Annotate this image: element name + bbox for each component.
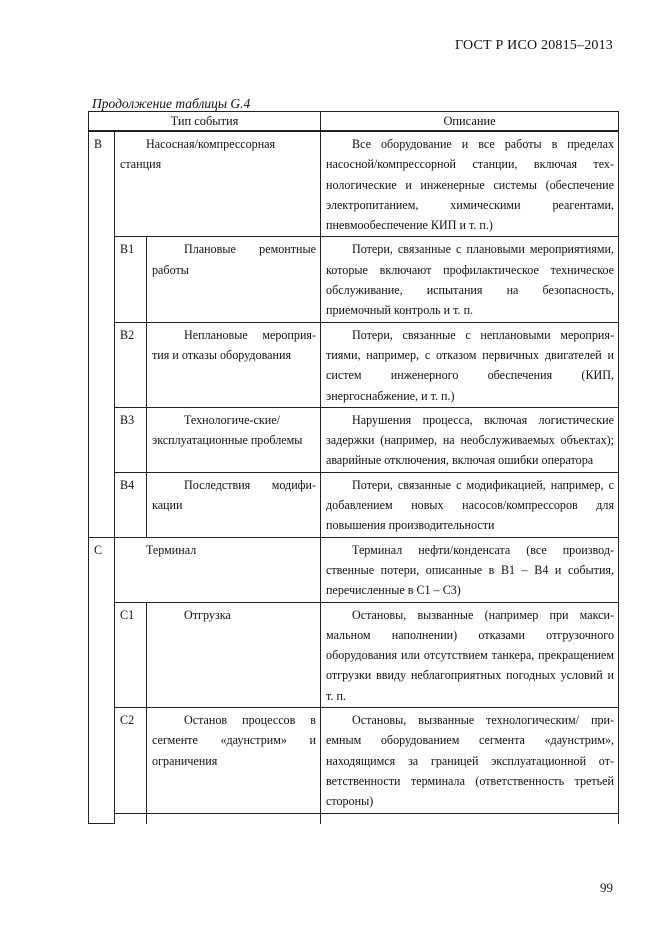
row-description: Все оборудование и все работы в пределах насосной/компрессорной станции, включая технологические и инженерные системы (обеспечение электропитанием, химическими реагентами, пневмообеспечение КИП и т. п.): [321, 131, 619, 237]
sub-type: Отгрузка: [147, 602, 321, 707]
table-header-row: [89, 112, 619, 132]
table-row: [89, 407, 619, 472]
continuation-cell: [321, 813, 619, 824]
sub-type: Плановые ремонтные работы: [147, 237, 321, 322]
table-row: [89, 322, 619, 407]
sub-code: B3: [115, 407, 147, 472]
group-code: C: [89, 537, 115, 823]
table-row: [89, 472, 619, 537]
sub-type: Последствия модификации: [147, 472, 321, 537]
row-description: Остановы, вызванные (например при максимальном наполнении) отказами отгрузочного оборудования или отсутствием танкера, прекращением отгрузки ввиду неблагоприятных погодных условий и т. п.: [321, 602, 619, 707]
table-row: [89, 537, 619, 602]
table-row: [89, 131, 619, 237]
sub-code: B1: [115, 237, 147, 322]
sub-code: C2: [115, 708, 147, 813]
column-header-type: Тип события: [89, 112, 321, 132]
document-header: ГОСТ Р ИСО 20815–2013: [455, 38, 613, 53]
sub-code: C1: [115, 602, 147, 707]
sub-type: Останов процессов в сегменте «даунстрим» и ограничения: [147, 708, 321, 813]
sub-type: Неплановые мероприятия и отказы оборудования: [147, 322, 321, 407]
table-row: [89, 602, 619, 707]
table-row: [89, 708, 619, 813]
group-code: B: [89, 131, 115, 537]
continuation-cell: [147, 813, 321, 824]
group-type: Терминал: [115, 537, 321, 602]
row-description: Нарушения процесса, включая логистические задержки (например, на необслуживаемых объектах); аварийные отключения, включая ошибки оператора: [321, 407, 619, 472]
group-type: Насосная/компрессорная станция: [115, 131, 321, 237]
row-description: Остановы, вызванные технологическим/ приемным оборудованием сегмента «даунстрим», находящимся за границей эксплуатационной ответственности терминала (ответственность третьей стороны): [321, 708, 619, 813]
row-description: Потери, связанные с неплановыми мероприятиями, например, с отказом первичных двигателей и систем инженерного обеспечения (КИП, энергоснабжение, и т. п.): [321, 322, 619, 407]
sub-type: Технологиче-ские/эксплуатационные проблемы: [147, 407, 321, 472]
event-type-table: [88, 111, 619, 824]
continuation-cell: [115, 813, 147, 824]
sub-code: B2: [115, 322, 147, 407]
page-number: 99: [600, 880, 613, 895]
column-header-description: Описание: [321, 112, 619, 132]
row-description: Потери, связанные с модификацией, например, с добавлением новых насосов/компрессоров для повышения производительности: [321, 472, 619, 537]
sub-code: B4: [115, 472, 147, 537]
table-continuation: [89, 813, 619, 824]
table-row: [89, 237, 619, 322]
row-description: Терминал нефти/конденсата (все производственные потери, описанные в B1 – B4 и события, перечисленные в C1 – C3): [321, 537, 619, 602]
table-caption: Продолжение таблицы G.4: [92, 96, 251, 111]
row-description: Потери, связанные с плановыми мероприятиями, которые включают профилактическое техническое обслуживание, испытания на безопасность, приемочный контроль и т. п.: [321, 237, 619, 322]
